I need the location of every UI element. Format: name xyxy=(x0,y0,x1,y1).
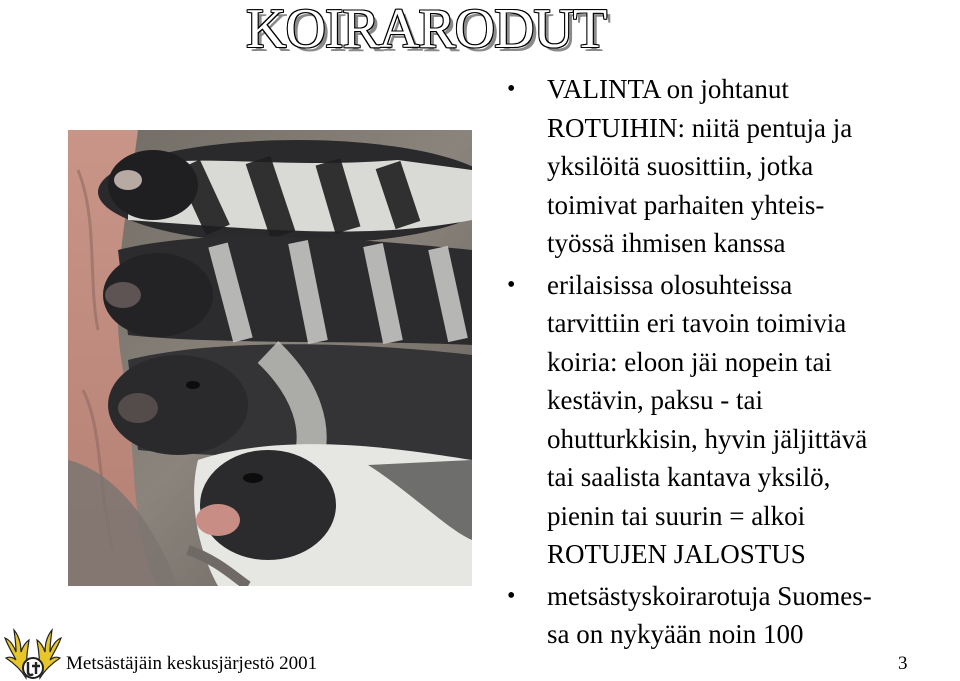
puppies-nursing-photo xyxy=(68,130,472,586)
bullet-list xyxy=(505,70,955,657)
bullet-line: työssä ihmisen kanssa xyxy=(547,228,786,258)
bullet-line: toimivat parhaiten yhteis- xyxy=(547,189,825,220)
bullet-dot-icon: • xyxy=(507,76,516,102)
bullet-dot-icon: • xyxy=(507,271,516,298)
bullet-line: sa on nykyään noin 100 xyxy=(547,619,804,649)
bullet-line: yksilöitä suosittiin, jotka xyxy=(547,151,814,181)
bullet-line: tarvittiin eri tavoin toimivia xyxy=(547,308,847,338)
antler-logo-icon xyxy=(2,628,64,680)
bullet-line: erilaisissa olosuhteissa xyxy=(547,269,793,300)
bullet-item xyxy=(505,70,955,263)
page-number: 3 xyxy=(898,653,908,674)
bullet-item xyxy=(505,266,955,574)
bullet-line: ROTUIHIN: niitä pentuja ja xyxy=(547,112,853,143)
bullet-line: ohutturkkisin, hyvin jäljittävä xyxy=(547,423,868,454)
bullet-line: VALINTA on johtanut xyxy=(547,74,789,104)
bullet-dot-icon: • xyxy=(507,582,516,609)
bullet-line: pienin tai suurin = alkoi xyxy=(547,500,806,531)
bullet-line: kestävin, paksu - tai xyxy=(547,385,763,415)
bullet-line: ROTUJEN JALOSTUS xyxy=(547,539,806,569)
slide-title: KOIRARODUT xyxy=(246,0,607,60)
bullet-line: koiria: eloon jäi nopein tai xyxy=(547,346,832,377)
footer-organization: Metsästäjäin keskusjärjestö 2001 xyxy=(66,653,318,674)
bullet-line: tai saalista kantava yksilö, xyxy=(547,462,831,492)
bullet-line: metsästyskoirarotuja Suomes- xyxy=(547,580,872,611)
bullet-item xyxy=(505,577,955,654)
